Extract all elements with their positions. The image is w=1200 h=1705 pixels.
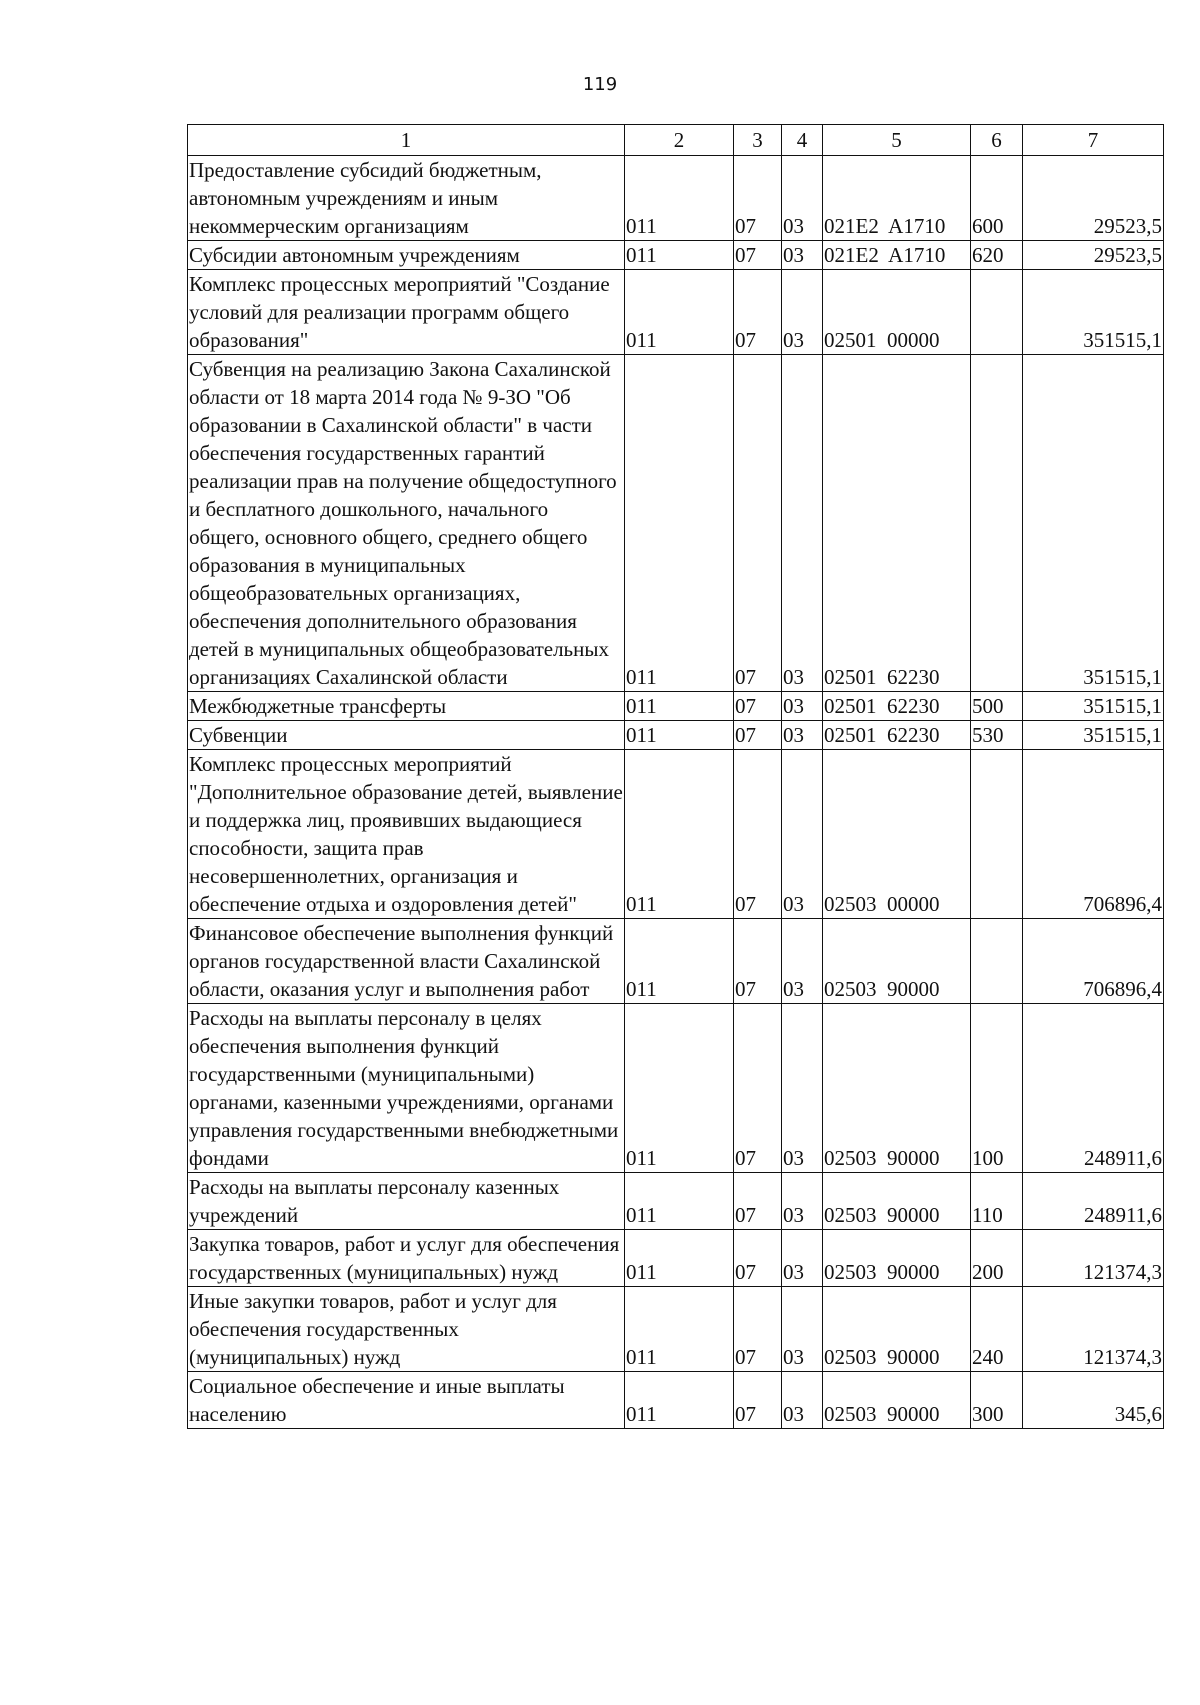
cell-expense-type [971,355,1023,692]
column-header: 5 [823,125,971,156]
cell-target-code: 02503 90000 [823,1004,971,1173]
cell-ministry-code: 011 [625,1004,734,1173]
table-row [188,355,1164,692]
cell-expense-type: 300 [971,1372,1023,1429]
row-name: Предоставление субсидий бюджетным, автономным учреждениям и иным некоммерческим организациям [188,156,625,241]
cell-subsection-code: 03 [782,919,823,1004]
cell-ministry-code: 011 [625,919,734,1004]
cell-target-code: 02501 00000 [823,270,971,355]
cell-section-code: 07 [734,692,782,721]
cell-target-code: 02501 62230 [823,692,971,721]
cell-ministry-code: 011 [625,1287,734,1372]
cell-subsection-code: 03 [782,750,823,919]
row-name: Субвенции [188,721,625,750]
cell-expense-type: 620 [971,241,1023,270]
cell-section-code: 07 [734,270,782,355]
cell-subsection-code: 03 [782,156,823,241]
cell-ministry-code: 011 [625,355,734,692]
cell-subsection-code: 03 [782,355,823,692]
column-header: 7 [1023,125,1164,156]
header-row [188,125,1164,156]
row-name: Закупка товаров, работ и услуг для обеспечения государственных (муниципальных) нужд [188,1230,625,1287]
row-name: Финансовое обеспечение выполнения функций органов государственной власти Сахалинской области, оказания услуг и выполнения работ [188,919,625,1004]
cell-ministry-code: 011 [625,692,734,721]
cell-subsection-code: 03 [782,1004,823,1173]
cell-subsection-code: 03 [782,1372,823,1429]
cell-expense-type: 100 [971,1004,1023,1173]
cell-ministry-code: 011 [625,241,734,270]
cell-subsection-code: 03 [782,1287,823,1372]
cell-ministry-code: 011 [625,750,734,919]
table-row [188,241,1164,270]
cell-expense-type [971,270,1023,355]
cell-section-code: 07 [734,750,782,919]
cell-expense-type: 240 [971,1287,1023,1372]
cell-amount: 351515,1 [1023,355,1164,692]
cell-target-code: 02503 90000 [823,1230,971,1287]
cell-subsection-code: 03 [782,241,823,270]
cell-expense-type: 110 [971,1173,1023,1230]
row-name: Субвенция на реализацию Закона Сахалинской области от 18 марта 2014 года № 9-ЗО "Об образовании в Сахалинской области" в части обеспечения государственных гарантий реализации прав на получение общедоступного и бесплатного дошкольного, начального общего, основного общего, среднего общего образования в муниципальных общеобразовательных организациях, обеспечения дополнительного образования детей в муниципальных общеобразовательных организациях Сахалинской области [188,355,625,692]
cell-section-code: 07 [734,1230,782,1287]
cell-expense-type: 500 [971,692,1023,721]
row-name: Иные закупки товаров, работ и услуг для обеспечения государственных (муниципальных) нужд [188,1287,625,1372]
cell-target-code: 021E2 A1710 [823,156,971,241]
cell-section-code: 07 [734,919,782,1004]
column-header: 4 [782,125,823,156]
cell-section-code: 07 [734,1004,782,1173]
cell-expense-type: 200 [971,1230,1023,1287]
cell-ministry-code: 011 [625,270,734,355]
cell-section-code: 07 [734,1173,782,1230]
row-name: Социальное обеспечение и иные выплаты населению [188,1372,625,1429]
cell-amount: 706896,4 [1023,750,1164,919]
cell-ministry-code: 011 [625,1372,734,1429]
cell-amount: 351515,1 [1023,270,1164,355]
budget-table [187,124,1164,1429]
cell-subsection-code: 03 [782,270,823,355]
cell-target-code: 02503 90000 [823,1372,971,1429]
table-row [188,750,1164,919]
cell-target-code: 02501 62230 [823,721,971,750]
cell-section-code: 07 [734,241,782,270]
cell-section-code: 07 [734,355,782,692]
table-row [188,692,1164,721]
cell-amount: 29523,5 [1023,241,1164,270]
row-name: Расходы на выплаты персоналу в целях обеспечения выполнения функций государственными (муниципальными) органами, казенными учреждениями, органами управления государственными внебюджетными фондами [188,1004,625,1173]
column-header: 1 [188,125,625,156]
cell-section-code: 07 [734,1372,782,1429]
row-name: Комплекс процессных мероприятий "Дополнительное образование детей, выявление и поддержка лиц, проявивших выдающиеся способности, защита прав несовершеннолетних, организация и обеспечение отдыха и оздоровления детей" [188,750,625,919]
cell-section-code: 07 [734,156,782,241]
cell-amount: 248911,6 [1023,1173,1164,1230]
cell-ministry-code: 011 [625,1230,734,1287]
column-header: 3 [734,125,782,156]
cell-section-code: 07 [734,721,782,750]
page-number: 119 [582,74,618,95]
row-name: Субсидии автономным учреждениям [188,241,625,270]
cell-target-code: 021E2 A1710 [823,241,971,270]
cell-subsection-code: 03 [782,1173,823,1230]
cell-amount: 345,6 [1023,1372,1164,1429]
cell-target-code: 02503 00000 [823,750,971,919]
table-row [188,156,1164,241]
cell-target-code: 02503 90000 [823,1287,971,1372]
cell-target-code: 02503 90000 [823,919,971,1004]
cell-amount: 248911,6 [1023,1004,1164,1173]
cell-subsection-code: 03 [782,1230,823,1287]
column-header: 2 [625,125,734,156]
cell-amount: 351515,1 [1023,721,1164,750]
cell-amount: 706896,4 [1023,919,1164,1004]
cell-target-code: 02503 90000 [823,1173,971,1230]
table-row [188,1287,1164,1372]
table-row [188,1372,1164,1429]
table-row [188,721,1164,750]
cell-expense-type [971,750,1023,919]
table-row [188,1004,1164,1173]
cell-amount: 351515,1 [1023,692,1164,721]
table-row [188,1230,1164,1287]
table-row [188,270,1164,355]
cell-amount: 29523,5 [1023,156,1164,241]
cell-section-code: 07 [734,1287,782,1372]
column-header: 6 [971,125,1023,156]
cell-subsection-code: 03 [782,692,823,721]
row-name: Расходы на выплаты персоналу казенных учреждений [188,1173,625,1230]
cell-ministry-code: 011 [625,721,734,750]
row-name: Комплекс процессных мероприятий "Создание условий для реализации программ общего образования" [188,270,625,355]
cell-expense-type: 600 [971,156,1023,241]
cell-target-code: 02501 62230 [823,355,971,692]
cell-amount: 121374,3 [1023,1287,1164,1372]
table-row [188,1173,1164,1230]
cell-expense-type: 530 [971,721,1023,750]
cell-amount: 121374,3 [1023,1230,1164,1287]
cell-subsection-code: 03 [782,721,823,750]
row-name: Межбюджетные трансферты [188,692,625,721]
table-row [188,919,1164,1004]
cell-ministry-code: 011 [625,1173,734,1230]
cell-ministry-code: 011 [625,156,734,241]
cell-expense-type [971,919,1023,1004]
